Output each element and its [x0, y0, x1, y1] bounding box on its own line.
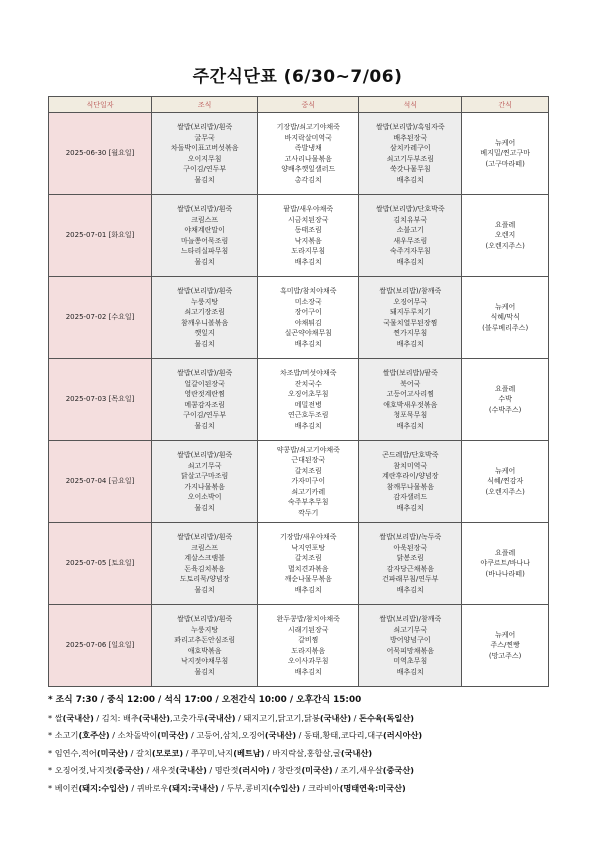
- menu-item: 쌀밥(보리밥)/단호박죽: [375, 205, 445, 213]
- lunch-cell: [258, 277, 359, 359]
- origin-country: (국내산): [204, 712, 236, 723]
- origin-country: (호주산): [78, 730, 110, 740]
- menu-item: 얼갈이된장국: [184, 379, 225, 388]
- menu-item: 오징어무국: [393, 297, 428, 306]
- menu-item: (오렌지주스): [485, 241, 525, 250]
- menu-item: 고등어고사리찜: [386, 390, 434, 398]
- menu-item: 도라지무침: [291, 247, 326, 255]
- menu-item: 근대된장국: [291, 456, 326, 465]
- menu-item: 방어양념구이: [390, 636, 431, 644]
- origin-country: (수입산): [268, 782, 301, 793]
- breakfast-cell: [152, 113, 258, 195]
- origin-item: * 임연수,적어: [48, 747, 97, 758]
- origin-country: (돼지:수입산): [78, 782, 129, 793]
- dinner-cell: [359, 113, 462, 195]
- menu-item: 깨순나물무볶음: [284, 575, 332, 583]
- menu-item: 쑥갓나물무침: [390, 165, 431, 173]
- origin-item: / 바지락살,홍합살,굴: [264, 747, 341, 758]
- menu-item: 오이사과무침: [287, 657, 329, 665]
- origin-item: * 베이컨: [48, 782, 79, 793]
- origin-item: /: [351, 712, 360, 723]
- menu-item: 약콩밥/쇠고기야채죽: [276, 445, 340, 454]
- menu-item: 배추김치: [396, 175, 424, 184]
- lunch-cell: [258, 359, 359, 441]
- date-cell: 2025-07-04 [금요일]: [49, 441, 152, 523]
- origin-country: (중국산): [382, 765, 414, 775]
- menu-item: 낙지젓야채무침: [180, 657, 229, 665]
- table-row: [49, 195, 549, 277]
- menu-item: 차돌박이표고버섯볶음: [170, 144, 239, 152]
- menu-item: 팥밥/새우야채죽: [283, 205, 334, 213]
- snack-cell: [462, 113, 549, 195]
- menu-item: 구이김/연두부: [183, 165, 227, 173]
- menu-item: 총각김치: [294, 175, 322, 184]
- lunch-cell: [258, 441, 359, 523]
- menu-item: 계란후라이/양념장: [382, 472, 439, 480]
- origin-country: (미국산): [301, 765, 333, 775]
- menu-item: 쌀밥(보리밥)/참깨죽: [379, 615, 442, 623]
- menu-item: 배추김치: [396, 257, 424, 266]
- menu-item: 배추김치: [396, 421, 424, 430]
- origin-item: / 조기,새우살: [332, 765, 383, 775]
- menu-item: 쌀밥(보리밥)/흰죽: [177, 451, 233, 459]
- menu-item: 아욱된장국: [393, 543, 428, 552]
- lunch-cell: [258, 113, 359, 195]
- menu-item: 국물치열무된장찜: [383, 318, 438, 327]
- menu-item: 쌀밥(보리밥)/녹두죽: [379, 533, 442, 541]
- menu-item: 청포묵무침: [393, 411, 428, 419]
- dinner-cell: [359, 605, 462, 687]
- menu-item: 족발냉채: [294, 144, 322, 152]
- menu-item: 쌀밥(보리밥)/흑임자죽: [375, 123, 445, 131]
- date-cell: 2025-07-06 [일요일]: [49, 605, 152, 687]
- date-cell: 2025-07-02 [수요일]: [49, 277, 152, 359]
- menu-item: 배추김치: [294, 339, 322, 348]
- menu-item: 뉴케어: [495, 138, 516, 147]
- menu-item: 배추된장국: [393, 133, 428, 142]
- date-cell: 2025-06-30 [월요일]: [49, 113, 152, 195]
- table-row: [49, 441, 549, 523]
- origin-item: / 명란젓: [206, 765, 239, 775]
- menu-item: (망고주스): [488, 651, 522, 660]
- origin-line: [48, 727, 558, 745]
- breakfast-cell: [152, 277, 258, 359]
- origin-country: (중국산): [112, 765, 144, 775]
- origin-line: [48, 710, 558, 728]
- origin-line: [48, 762, 558, 780]
- menu-item: 닭살고구마조림: [180, 472, 229, 480]
- menu-item: 쌀밥(보리밥)/흰죽: [177, 123, 233, 131]
- origin-country: (러시아산): [383, 730, 423, 740]
- dinner-cell: [359, 523, 462, 605]
- weekly-menu-table: [48, 96, 549, 687]
- origin-item: / 고등어,삼치,오징어: [188, 730, 265, 740]
- origin-item: * 소고기: [48, 730, 79, 740]
- menu-item: 야쿠르트/바나나: [480, 559, 531, 568]
- menu-item: 누룽지탕: [191, 625, 219, 634]
- menu-item: 뉴케어: [495, 302, 516, 311]
- menu-item: 마늘쫑어묵조림: [180, 236, 229, 245]
- menu-item: (수박주스): [488, 405, 522, 414]
- menu-item: 건파래무침/연두부: [382, 575, 439, 583]
- menu-item: 곤드레밥/단호박죽: [382, 451, 439, 459]
- menu-item: 요플레: [495, 384, 516, 393]
- menu-item: 갈비찜: [298, 636, 319, 644]
- menu-item: 느타리실파무침: [180, 247, 229, 255]
- menu-item: 멸치견과볶음: [287, 564, 329, 573]
- menu-item: 요플레: [495, 220, 516, 229]
- menu-item: 기장밥/쇠고기야채죽: [276, 123, 340, 131]
- origin-country: (국내산): [62, 712, 94, 723]
- menu-item: 미역초무침: [393, 657, 428, 665]
- menu-item: 배추김치: [396, 585, 424, 594]
- menu-item: 가자미구이: [291, 477, 326, 486]
- dinner-cell: [359, 277, 462, 359]
- origin-item: * 쌀: [48, 712, 63, 723]
- menu-item: 숙주겨자무침: [390, 247, 431, 255]
- table-row: [49, 605, 549, 687]
- header-breakfast: 조식: [152, 97, 258, 113]
- lunch-cell: [258, 605, 359, 687]
- header-dinner: 석식: [359, 97, 462, 113]
- menu-item: 양배추깻잎샐러드: [281, 165, 336, 173]
- origin-country: 돈수육(독일산): [359, 712, 414, 723]
- breakfast-cell: [152, 605, 258, 687]
- table-row: [49, 523, 549, 605]
- origin-country: (미국산): [157, 730, 189, 740]
- origin-country: (러시아): [238, 765, 270, 775]
- menu-item: 애호박새우젓볶음: [383, 400, 438, 409]
- menu-item: 돈육김치볶음: [184, 564, 225, 573]
- menu-item: 참깨무나물볶음: [386, 482, 434, 491]
- origin-item: / 두부,콩비지: [218, 782, 269, 793]
- snack-cell: [462, 441, 549, 523]
- menu-item: 참치미역국: [393, 461, 428, 470]
- origin-country: (명태연육:미국산): [339, 782, 406, 793]
- menu-item: 계살스크램블: [184, 554, 225, 562]
- menu-item: 애호박볶음: [187, 646, 222, 655]
- menu-item: 도토리묵/양념장: [179, 575, 230, 583]
- menu-item: 연근호두조림: [287, 411, 329, 419]
- origin-item: / 돼지고기,닭고기,닭봉: [235, 712, 320, 723]
- date-cell: 2025-07-01 [화요일]: [49, 195, 152, 277]
- menu-item: (블루베리주스): [482, 323, 529, 332]
- origin-item: / 쭈꾸미,낙지: [183, 747, 234, 758]
- menu-item: 새우무조림: [393, 236, 428, 245]
- origin-country: (국내산): [340, 747, 373, 758]
- menu-item: 물김치: [194, 175, 215, 184]
- menu-item: 바지락살미역국: [284, 133, 332, 142]
- menu-item: 시래기된장국: [287, 625, 329, 634]
- menu-item: 시금치된장국: [287, 215, 329, 224]
- breakfast-cell: [152, 441, 258, 523]
- menu-item: 굴무국: [194, 133, 215, 142]
- menu-item: 물김치: [194, 667, 215, 676]
- menu-item: 흑미밥/참치야채죽: [280, 287, 337, 295]
- menu-item: 낙지연포탕: [291, 543, 326, 552]
- origin-item: * 오징어젓,낙지젓: [48, 765, 113, 775]
- menu-item: 오징어초무침: [287, 390, 329, 398]
- snack-cell: [462, 359, 549, 441]
- origin-item: / 김치: 배추: [93, 712, 139, 723]
- menu-item: 쌀밥(보리밥)/흰죽: [177, 615, 233, 623]
- menu-item: 오이소박이: [187, 493, 222, 501]
- origin-line: [48, 745, 558, 763]
- menu-item: 찐가지무침: [393, 329, 428, 337]
- menu-item: 야채계란말이: [184, 226, 225, 234]
- header-lunch: 중식: [258, 97, 359, 113]
- origin-item: / 크라비아: [300, 782, 340, 793]
- menu-item: 수박: [498, 395, 512, 404]
- menu-item: 오이지무침: [187, 154, 222, 163]
- menu-item: 차조밥/버섯야채죽: [280, 369, 337, 377]
- date-cell: 2025-07-05 [토요일]: [49, 523, 152, 605]
- menu-item: 쇠고기무국: [187, 461, 222, 470]
- menu-item: 완두콩밥/참치야채죽: [276, 615, 340, 623]
- menu-item: 요플레: [495, 548, 516, 557]
- menu-item: 돼지두루치기: [390, 308, 431, 316]
- table-row: [49, 113, 549, 195]
- origin-country: (국내산): [319, 712, 352, 723]
- menu-item: 쌀밥(보리밥)/흰죽: [177, 533, 233, 541]
- menu-item: 닭봉조림: [396, 554, 424, 562]
- menu-item: 쌀밥(보리밥)/흰죽: [177, 287, 233, 295]
- breakfast-cell: [152, 195, 258, 277]
- meal-times: * 조식 7:30 / 중식 12:00 / 석식 17:00 / 오전간식 10:00 / 오후간식 15:00: [48, 695, 362, 705]
- origin-country: (베트남): [233, 747, 265, 758]
- menu-item: 미소장국: [294, 297, 322, 306]
- menu-item: 쌀밥(보리밥)/흰죽: [177, 205, 233, 213]
- menu-item: 베지밀/찐고구마: [480, 149, 531, 158]
- snack-cell: [462, 605, 549, 687]
- menu-item: 구이김/연두부: [183, 411, 227, 419]
- menu-item: 배추김치: [294, 667, 322, 676]
- menu-item: 메콤감자조림: [184, 400, 225, 409]
- origin-item: ,고춧가루: [170, 712, 205, 723]
- origin-item: / 새우젓: [143, 765, 176, 775]
- menu-item: 배추김치: [294, 421, 322, 430]
- menu-item: 깻잎지: [194, 329, 215, 337]
- origin-country: (국내산): [175, 765, 207, 775]
- menu-item: 감자당근채볶음: [386, 564, 434, 573]
- snack-cell: [462, 523, 549, 605]
- menu-item: 누룽지탕: [191, 297, 219, 306]
- menu-item: 쇠고기카레: [291, 487, 326, 496]
- menu-item: 잔치국수: [294, 379, 322, 388]
- dinner-cell: [359, 195, 462, 277]
- menu-item: 장어구이: [294, 308, 322, 316]
- menu-item: 뉴케어: [495, 630, 516, 639]
- header-date: 식단일자: [49, 97, 152, 113]
- menu-item: 배추김치: [396, 667, 424, 676]
- menu-item: 꽈리고추돈안심조림: [174, 636, 236, 644]
- menu-item: 크림스프: [191, 215, 219, 224]
- menu-item: 오렌지: [495, 231, 516, 240]
- breakfast-cell: [152, 359, 258, 441]
- menu-item: 물김치: [194, 585, 215, 594]
- origin-item: / 갈치: [128, 747, 152, 758]
- menu-item: 배추김치: [294, 257, 322, 266]
- menu-item: 쇠고기장조림: [184, 308, 225, 316]
- table-row: [49, 277, 549, 359]
- dinner-cell: [359, 441, 462, 523]
- origin-country: (돼지:국내산): [168, 782, 219, 793]
- snack-cell: [462, 195, 549, 277]
- header-snack: 간식: [462, 97, 549, 113]
- menu-item: 야채튀김: [294, 318, 322, 327]
- menu-item: 배추김치: [396, 503, 424, 512]
- menu-item: 김치유부국: [393, 215, 428, 224]
- notes-section: [48, 692, 558, 797]
- menu-item: 식혜/막식: [490, 313, 520, 322]
- menu-item: 실곤약야채무침: [284, 329, 332, 337]
- menu-item: 북어국: [400, 379, 421, 388]
- origin-country: (국내산): [138, 712, 171, 723]
- menu-item: 물김치: [194, 421, 215, 430]
- menu-item: 메밀전병: [294, 400, 322, 409]
- breakfast-cell: [152, 523, 258, 605]
- menu-item: 소불고기: [396, 226, 424, 234]
- menu-item: 낙지볶음: [294, 236, 322, 245]
- menu-item: 쌀밥(보리밥)/팥죽: [382, 369, 438, 377]
- origin-item: / 창란젓: [269, 765, 302, 775]
- menu-item: 주스/찐빵: [490, 641, 520, 650]
- origin-item: / 동태,황태,코다리,대구: [296, 730, 384, 740]
- menu-item: 어묵피망채볶음: [386, 646, 434, 655]
- menu-item: 갈치조림: [294, 466, 322, 475]
- menu-item: 삼치카레구이: [390, 144, 431, 152]
- menu-item: 고사리나물볶음: [284, 154, 332, 163]
- origin-item: / 퀴바로우: [128, 782, 169, 793]
- lunch-cell: [258, 523, 359, 605]
- menu-item: 크림스프: [191, 543, 219, 552]
- origin-line: [48, 780, 558, 798]
- date-cell: 2025-07-03 [목요일]: [49, 359, 152, 441]
- menu-item: 쇠고기무국: [393, 625, 428, 634]
- table-header-row: [49, 97, 549, 113]
- table-row: [49, 359, 549, 441]
- page-title: 주간식단표 (6/30~7/06): [192, 67, 403, 87]
- menu-item: 영란젓계란찜: [184, 390, 225, 398]
- origin-list: [48, 710, 558, 798]
- table-body: [49, 113, 549, 687]
- menu-item: 가지나물볶음: [184, 482, 225, 491]
- menu-item: 식혜/찐감자: [487, 477, 524, 486]
- menu-item: 물김치: [194, 257, 215, 266]
- origin-country: (모로코): [151, 747, 184, 758]
- snack-cell: [462, 277, 549, 359]
- menu-item: 쌀밥(보리밥)/참깨죽: [379, 287, 442, 295]
- menu-item: 도라지볶음: [291, 646, 326, 655]
- menu-item: 기장밥/새우야채죽: [280, 533, 337, 541]
- menu-item: (오렌지주스): [485, 487, 525, 496]
- menu-item: 배추김치: [396, 339, 424, 348]
- menu-item: 물김치: [194, 339, 215, 348]
- menu-item: 동태조림: [294, 226, 322, 234]
- menu-item: 깍두기: [298, 508, 319, 517]
- menu-item: 참깨우니볼볶음: [180, 318, 229, 327]
- menu-item: 감자샐러드: [393, 493, 428, 501]
- origin-country: (미국산): [96, 747, 129, 758]
- menu-item: (바나나라떼): [485, 569, 525, 578]
- origin-item: / 소차돌박이: [109, 730, 158, 740]
- menu-item: 뉴케어: [495, 466, 516, 475]
- menu-item: 물김치: [194, 503, 215, 512]
- menu-item: (고구마라떼): [485, 159, 525, 168]
- menu-item: 쌀밥(보리밥)/흰죽: [177, 369, 233, 377]
- origin-country: (국내산): [264, 730, 297, 740]
- menu-item: 배추김치: [294, 585, 322, 594]
- menu-item: 쇠고기두부조림: [386, 154, 434, 163]
- dinner-cell: [359, 359, 462, 441]
- menu-item: 갈치조림: [294, 554, 322, 562]
- menu-item: 숙주부추무침: [287, 498, 329, 507]
- lunch-cell: [258, 195, 359, 277]
